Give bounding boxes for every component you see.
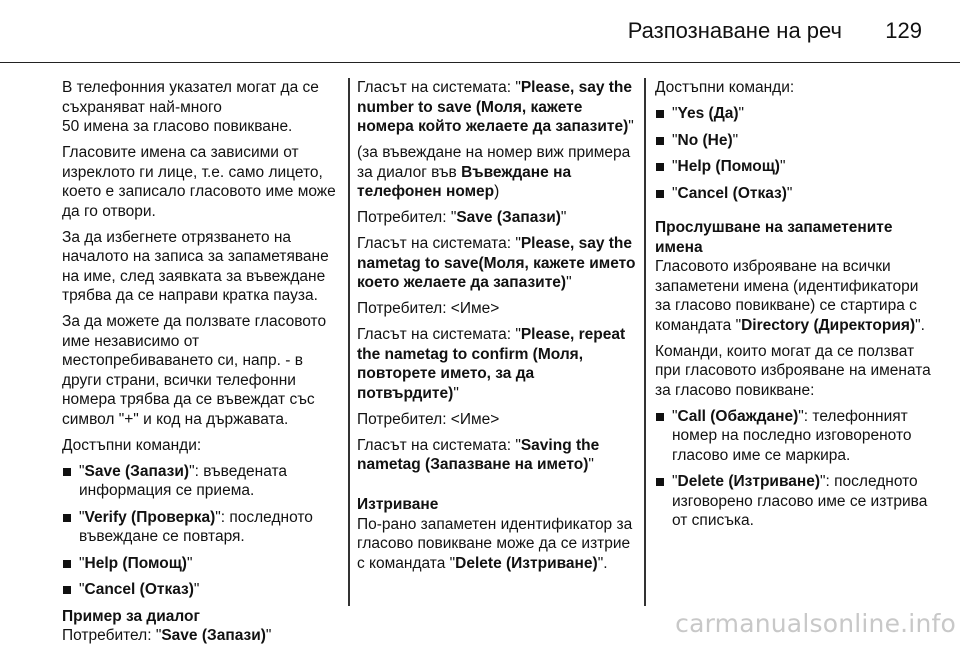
paragraph: За да избегнете отрязването на началото на записа за запаметяване на име, след заявката за въвеждане трябва да се направи кратка пауза. bbox=[62, 228, 329, 304]
note: (за въвеждане на номер виж примера за диалог във Въвеждане на телефонен номер) bbox=[357, 144, 631, 200]
dialog-line: Потребител: "Save (Запази)" bbox=[357, 209, 567, 226]
paragraph: Достъпни команди: bbox=[655, 79, 795, 96]
column-3 bbox=[655, 78, 937, 538]
paragraph: В телефонния указател могат да се съхраняват най-много 50 имена за гласово повикване. bbox=[62, 79, 319, 135]
list-item: "Cancel (Отказ)" bbox=[62, 580, 344, 600]
paragraph: Гласовото изброяване на всички запаметени имена (идентификатори за гласово повикване) се стартира с командата "Directory (Директория)". bbox=[655, 258, 925, 334]
section-heading: Пример за диалог bbox=[62, 607, 200, 625]
list-item: "Help (Помощ)" bbox=[62, 554, 344, 574]
page-number: 129 bbox=[885, 18, 922, 43]
paragraph: Достъпни команди: bbox=[62, 436, 202, 454]
page-header bbox=[0, 0, 960, 63]
column-1 bbox=[62, 78, 344, 652]
command-list bbox=[655, 104, 937, 203]
command-list bbox=[62, 462, 344, 600]
paragraph: Команди, които могат да се ползват при гласовото изброяване на имената за гласово повикване: bbox=[655, 342, 931, 399]
column-divider bbox=[644, 78, 646, 606]
dialog-line: Гласът на системата: "Please, repeat the nametag to confirm (Моля, повторете името, за да потвърдите)" bbox=[357, 326, 626, 402]
dialog-line: Потребител: <Име> bbox=[357, 300, 500, 317]
paragraph: За да можете да ползвате гласовото име независимо от местопребиваването си, напр. - в други страни, всички телефонни номера трябва да се въвеждат със символ "+" и код на държавата. bbox=[62, 313, 327, 428]
paragraph: По-рано запаметен идентификатор за гласово повикване може да се изтрие с командата "Delete (Изтриване)". bbox=[357, 515, 633, 572]
column-2 bbox=[357, 78, 639, 580]
dialog-line: Гласът на системата: "Please, say the nametag to save(Моля, кажете името което желаете да запазите)" bbox=[357, 235, 636, 291]
command-list bbox=[655, 407, 937, 531]
column-divider bbox=[348, 78, 350, 606]
paragraph: Гласовите имена са зависими от изреклото ги лице, т.е. само лицето, което е записало гласовото име може да го отвори. bbox=[62, 144, 336, 220]
list-item: "Cancel (Отказ)" bbox=[655, 184, 937, 204]
dialog-line: Потребител: "Save (Запази)" bbox=[62, 627, 272, 644]
list-item: "No (Не)" bbox=[655, 131, 937, 151]
list-item: "Yes (Да)" bbox=[655, 104, 937, 124]
dialog-line: Потребител: <Име> bbox=[357, 410, 500, 428]
section-heading: Изтриване bbox=[357, 496, 439, 513]
section-heading: Прослушване на запаметените имена bbox=[655, 219, 893, 256]
dialog-line: Гласът на системата: "Saving the nametag (Запазване на името)" bbox=[357, 436, 600, 473]
dialog-line: Гласът на системата: "Please, say the number to save (Моля, кажете номера който желаете да запазите)" bbox=[357, 79, 634, 135]
list-item: "Save (Запази)": въведената информация се приема. bbox=[62, 462, 344, 501]
list-item: "Verify (Проверка)": последното въвеждане се повтаря. bbox=[62, 508, 344, 547]
list-item: "Delete (Изтриване)": последното изговорено гласово име се изтрива от списъка. bbox=[655, 472, 937, 531]
page-title: Разпознаване на реч bbox=[627, 18, 842, 43]
watermark: carmanualsonline.info bbox=[675, 609, 956, 638]
list-item: "Help (Помощ)" bbox=[655, 157, 937, 177]
list-item: "Call (Обаждане)": телефонният номер на последно изговореното гласово име се маркира. bbox=[655, 407, 937, 466]
